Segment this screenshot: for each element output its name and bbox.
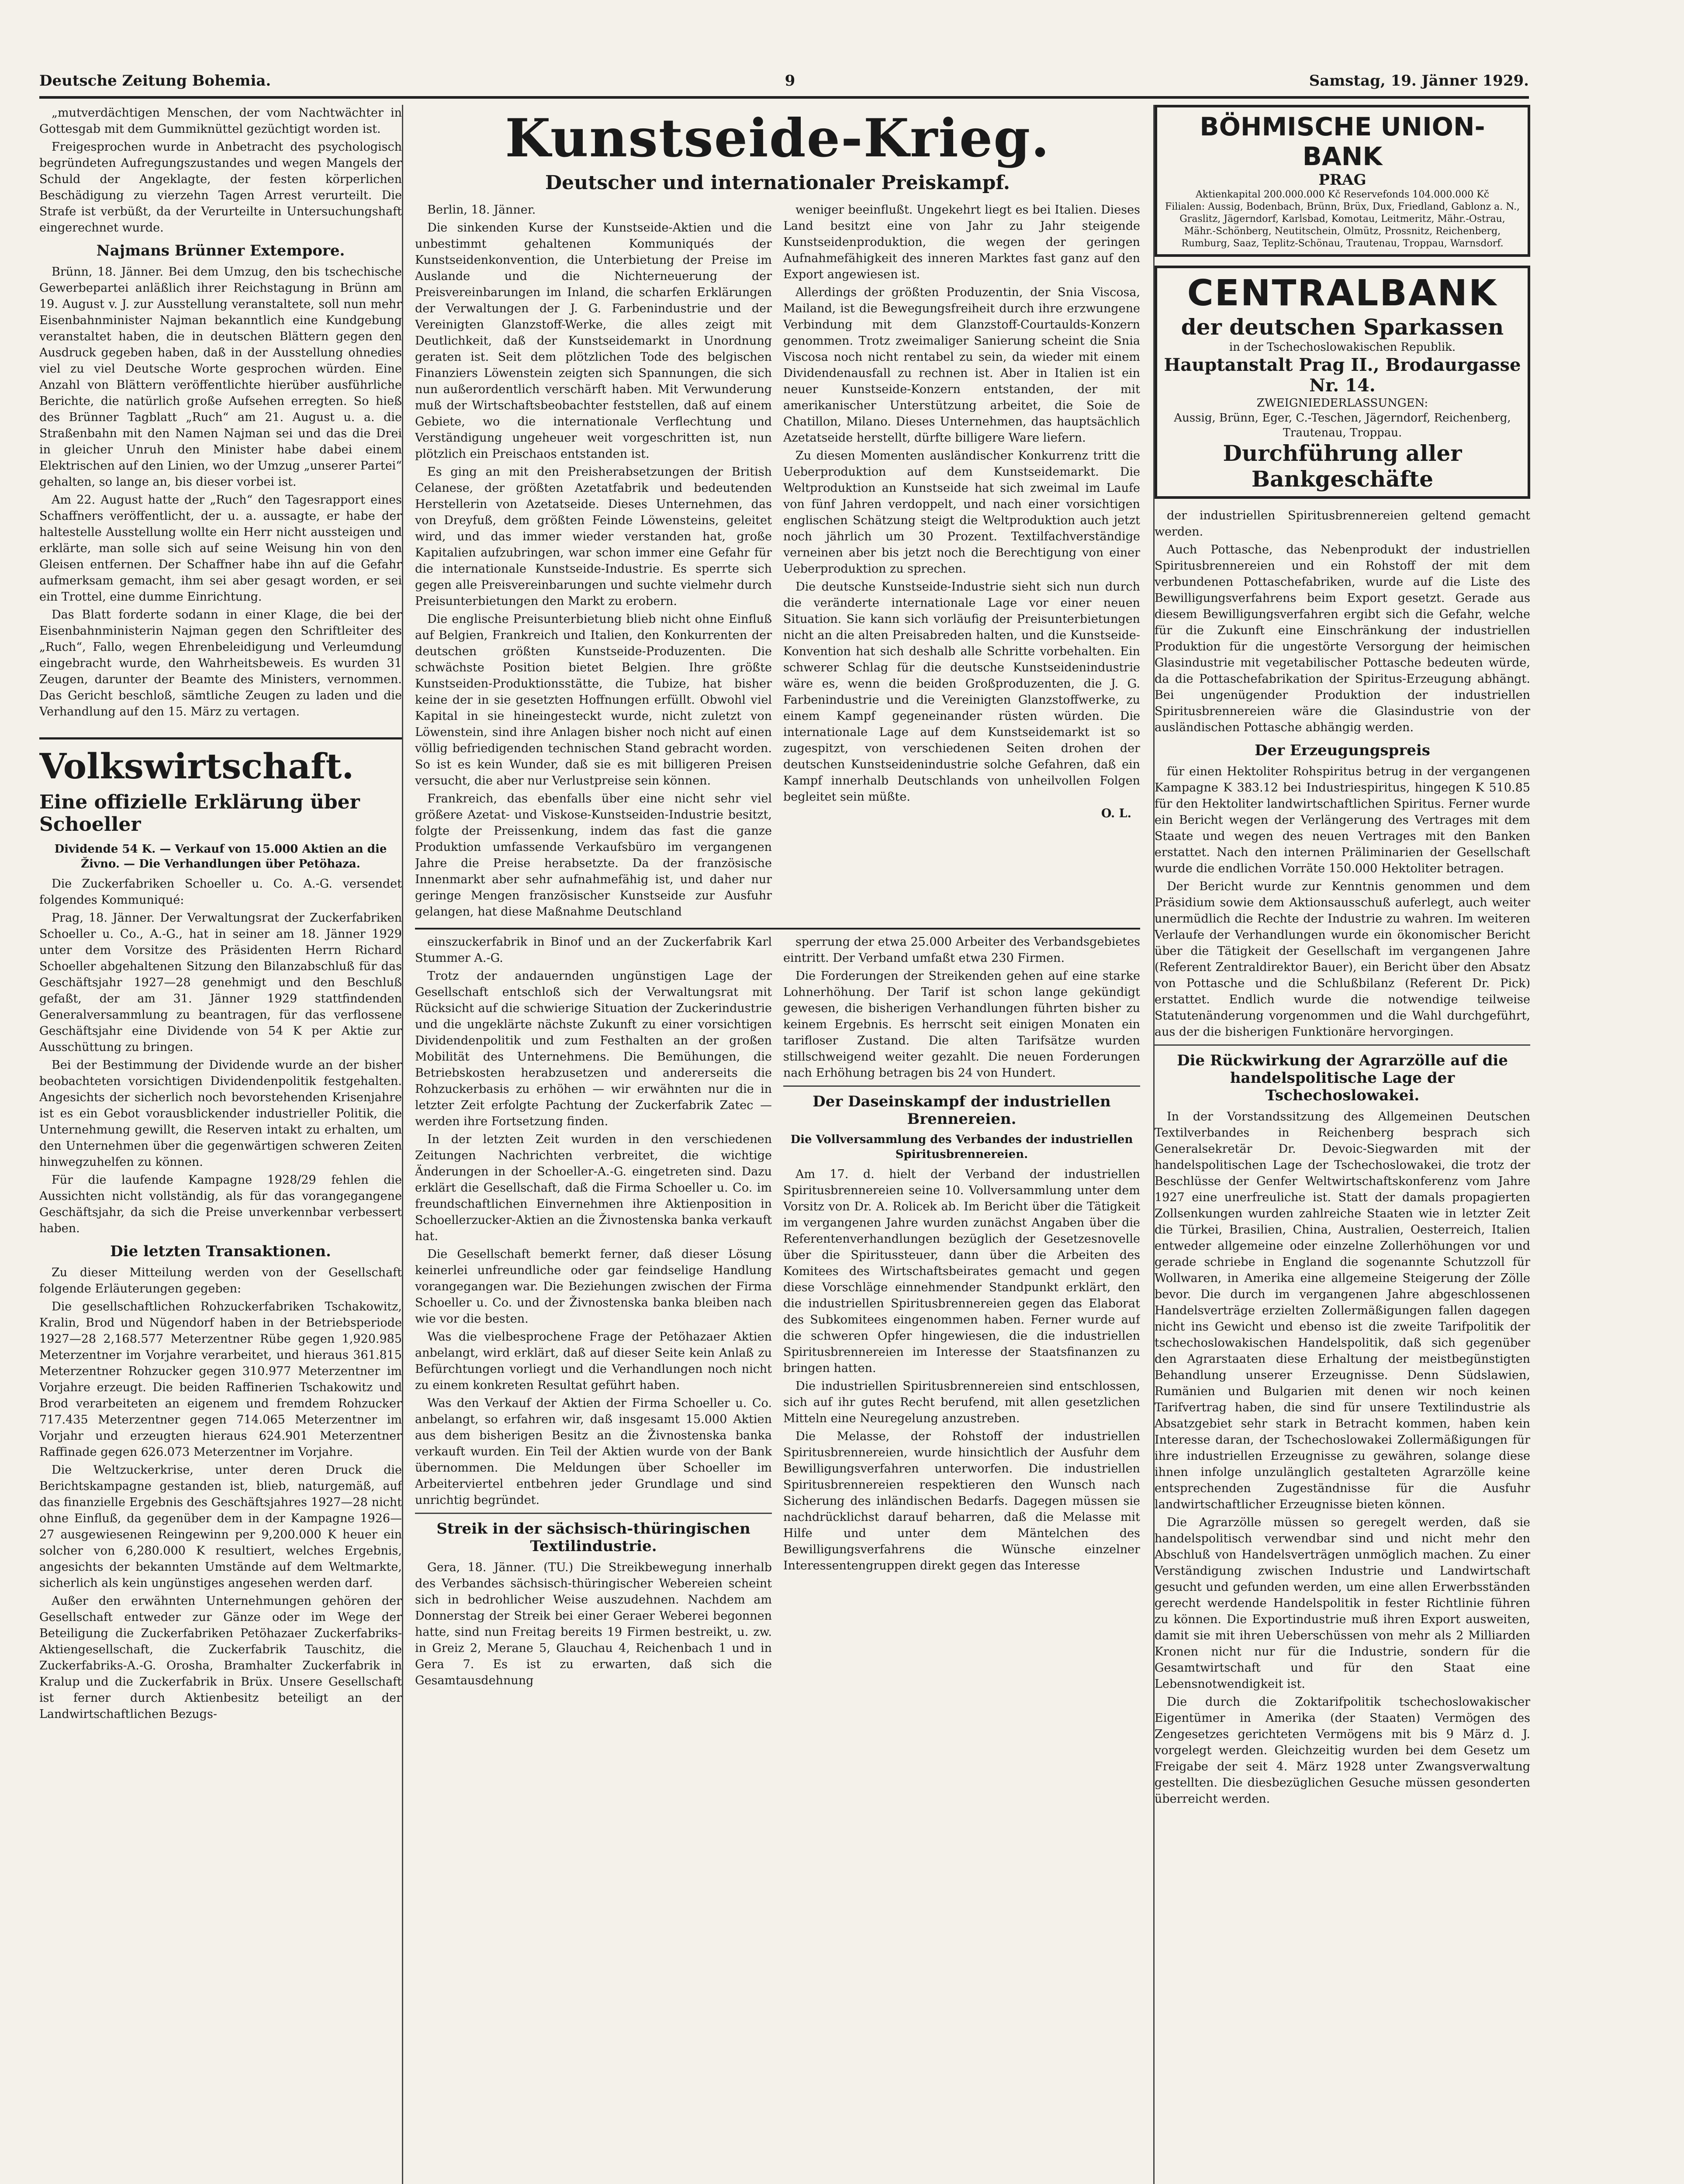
paragraph: der industriellen Spiritusbrennereien geltend gemacht werden.	[1155, 509, 1530, 539]
ad-branch-label: ZWEIGNIEDERLASSUNGEN:	[1256, 397, 1428, 410]
ad-bank-name: CENTRALBANK	[1187, 273, 1498, 314]
article-headline: Najmans Brünner Extempore.	[96, 242, 345, 259]
paragraph: Die durch die Zoktarifpolitik tschechoslowakischer Eigentümer in Amerika (der Staaten) Vermögen des Zengesetzes gerichteten Vermögens mit bis 9 März d. J. vorgelegt werden. Gleichzeitig wurden bei dem Gesetz um Freigabe der seit 4. März 1928 unter Zwangsverwaltung gestellten. Die diesbezüglichen Gesuche müssen gesonderten überreicht werden.	[1155, 1695, 1530, 1806]
paragraph: Freigesprochen wurde in Anbetracht des psychologisch begründeten Aufregungszustandes und wegen Mangels der Schuld der Angeklagte, der festen körperlichen Beschädigung zu vierzehn Tagen Arrest verurteilt. Die Strafe ist verbüßt, da der Verurteilte in Untersuchungshaft eingerechnet wurde.	[39, 140, 402, 235]
article-subheadline: Der Erzeugungspreis	[1255, 742, 1430, 759]
paragraph: Die Forderungen der Streikenden gehen auf eine starke Lohnerhöhung. Der Tarif ist schon lange gekündigt gewesen, die bisherigen Verhandlungen führten bisher zu keinem Ergebnis. Es herrscht seit einigen Monaten ein tarifloser Zustand. Die alten Tarifsätze wurden stillschweigend weiter gezahlt. Die neuen Forderungen nach Erhöhung betragen bis 24 von Hundert.	[783, 969, 1140, 1080]
ad-bank-tagline: der deutschen Sparkassen	[1181, 314, 1504, 340]
column-left	[39, 105, 403, 2184]
lead-article	[415, 202, 1140, 922]
paragraph: weniger beeinflußt. Ungekehrt liegt es bei Italien. Dieses Land besitzt eine von Jahr zu Jahr steigende Kunstseidenproduktion, die wegen der geringen Aufnahmefähigkeit des inneren Marktes fast ganz auf den Export angewiesen ist.	[783, 203, 1140, 281]
advertisement-centralbank	[1155, 266, 1530, 499]
paragraph: Die Zuckerfabriken Schoeller u. Co. A.-G. versendet folgendes Kommuniqué:	[39, 877, 402, 907]
main-headline: Kunstseide-Krieg.	[505, 107, 1050, 169]
paragraph: Zu diesen Momenten ausländischer Konkurrenz tritt die Ueberproduktion auf dem Kunstseidemarkt. Die Weltproduktion an Kunstseide hat sich zweimal im Laufe von fünf Jahren verdoppelt, und nach einer vorsichtigen englischen Schätzung steigt die Weltproduktion auch jetzt noch jährlich um 30 Prozent. Textilfachverständige verneinen aber bis jetzt noch die Berechtigung von einer Ueberproduktion zu sprechen.	[783, 449, 1140, 576]
paragraph: Für die laufende Kampagne 1928/29 fehlen die Aussichten nicht vollständig, als für das vorangegangene Geschäftsjahr, da sich die Preise unverkennbar verbessert haben.	[39, 1173, 402, 1235]
article-headline: Eine offizielle Erklärung über Schoeller	[39, 791, 360, 836]
paragraph: Allerdings der größten Produzentin, der Snia Viscosa, Mailand, ist die Bewegungsfreiheit durch ihre erzwungene Verbindung mit dem Glanzstoff-Courtaulds-Konzern genommen. Trotz zweimaliger Sanierung scheint die Snia Viscosa noch nicht rentabel zu sein, da wieder mit einem Dividendenausfall zu rechnen ist. Aber in Italien ist ein neuer Kunstseide-Konzern entstanden, der mit amerikanischer Unterstützung arbeitet, die Soie de Chatillon, Milano. Dieses Unternehmen, das hauptsächlich Azetatseide herstellt, dürfte billigere Ware liefern.	[783, 286, 1140, 445]
paragraph: Die englische Preisunterbietung blieb nicht ohne Einfluß auf Belgien, Frankreich und Italien, den Konkurrenten der deutschen größten Kunstseide-Produzenten. Die schwächste Position bietet Belgien. Ihre größte Kunstseiden-Produktionsstätte, die Tubize, hat bisher keine der in sie gesetzten Hoffnungen erfüllt. Obwohl viel Kapital in sie hineingesteckt wurde, nicht zuletzt von Löwenstein, sind ihre Anlagen bisher noch nicht auf einen völlig befriedigenden technischen Stand gebracht worden. So ist es kein Wunder, daß sie es mit billigeren Preisen versucht, die aber nur Verlustpreise sein können.	[415, 612, 772, 788]
ad-bank-city: PRAG	[1318, 171, 1366, 189]
paragraph: In der Vorstandssitzung des Allgemeinen Deutschen Textilverbandes in Reichenberg besprach sich Generalsekretär Dr. Devoic-Siegwarden mit der handelspolitischen Lage der Tschechoslowakei, die trotz der Beschlüsse der Genfer Weltwirtschaftskonferenz vom Jahre 1927 eine unerfreuliche ist. Statt der damals propagierten Zollsenkungen wurden zahlreiche Staaten wie in letzter Zeit die Türkei, Brasilien, China, Australien, Oesterreich, Italien entweder allgemeine oder einzelne Zollerhöhungen vor und gerade schriebe in England die sogenannte Schutzzoll für Wollwaren, in Amerika eine allgemeine Steigerung der Zölle bevor. Die durch im vergangenen Jahre abgeschlossenen Handelsverträge erzielten Zollermäßigungen fallen dagegen nicht ins Gewicht und ebenso ist die zweite Tarifpolitik der tschechoslowakischen Handelspolitik, daß sich gegenüber den Agrarstaaten diese Erhaltung der meistbegünstigten Behandlung unserer Erzeugnisse. Denn Südslawien, Rumänien und Bulgarien mit denen wir noch keinen Tarifvertrag haben, die sind für unsere Textilindustrie als Absatzgebiet sehr stark in Betracht kommen, haben kein Interesse daran, der Tschechoslowakei Zollermäßigungen für ihre industriellen Erzeugnisse zu gewähren, solange diese ihnen infolge unzulänglich gestalteten Agrarzölle keine entsprechenden Zugeständnisse für die Ausfuhr landwirtschaftlicher Erzeugnisse bieten können.	[1155, 1110, 1530, 1511]
paragraph: Die Weltzuckerkrise, unter deren Druck die Berichtskampagne gestanden ist, blieb, naturgemäß, auf das finanzielle Ergebnis des Geschäftsjahres 1927—28 nicht ohne Einfluß, da gegenüber dem in der Kampagne 1926—27 ausgewiesenen Reingewinn per 9,200.000 K heuer ein solcher von 6,280.000 K resultiert, welches Ergebnis, angesichts der bekannten Umstände auf dem Weltmarkte, sicherlich als kein ungünstiges angesehen werden darf.	[39, 1463, 402, 1590]
column-center	[415, 105, 1140, 2184]
ad-bank-footer: Durchführung aller Bankgeschäfte	[1223, 440, 1462, 492]
paragraph: Was den Verkauf der Aktien der Firma Schoeller u. Co. anbelangt, so erfahren wir, daß insgesamt 15.000 Aktien aus dem bisherigen Besitz an die Živnostenska banka verkauft wurden. Ein Teil der Aktien wurde von der Bank übernommen. Die Meldungen über Schoeller im Arbeiterviertel entbehren jeder Grundlage und sind unrichtig begründet.	[415, 1396, 772, 1507]
lead-article-left	[415, 202, 772, 922]
running-header	[39, 66, 1529, 99]
ad-bank-sub: in der Tschechoslowakischen Republik.	[1229, 341, 1456, 354]
divider	[783, 1085, 1140, 1087]
article-headline: Streik in der sächsisch-thüringischen Textilindustrie.	[436, 1520, 750, 1555]
masthead-left: Deutsche Zeitung Bohemia.	[39, 72, 271, 90]
paragraph: Außer den erwähnten Unternehmungen gehören der Gesellschaft entweder zur Gänze oder im Wege der Beteiligung die Zuckerfabriken Petöhazaer Zuckerfabriks-Aktiengesellschaft, die Zuckerfabrik Tauschitz, die Zuckerfabriks-A.-G. Orosha, Bramhalter Zuckerfabrik in Kralup und die Zuckerfabrik in Brüx. Unsere Gesellschaft ist ferner durch Aktienbesitz beteiligt an der Landwirtschaftlichen Bezugs-	[39, 1594, 402, 1721]
paragraph: Die Agrarzölle müssen so geregelt werden, daß sie handelspolitisch verwendbar sind und nicht mehr den Abschluß von Handelsverträgen unmöglich machen. Zu einer Verständigung zwischen Industrie und Landwirtschaft gesucht und gefunden werden, um eine allen Erwerbsständen gerecht werdende Handelspolitik in fester Richtlinie führen zu können. Die Exportindustrie muß ihren Export ausweiten, damit sie mit ihren Ueberschüssen von mehr als 2 Milliarden Kronen nicht nur für die Industrie, sondern für die Gesamtwirtschaft und für den Staat eine Lebensnotwendigkeit ist.	[1155, 1516, 1530, 1691]
paragraph: Trotz der andauernden ungünstigen Lage der Gesellschaft entschloß sich der Verwaltungsrat mit Rücksicht auf die schwierige Situation der Zuckerindustrie und die ungeklärte nächste Zukunft zu einer vorsichtigen Dividendenpolitik und zum Festhalten an der großen Mobilität des Unternehmens. Die Bemühungen, die Betriebskosten herabzusetzen und andererseits die Rohzuckerbasis zu erhöhen — wir erwähnten nur die in letzter Zeit erfolgte Pachtung der Zuckerfabrik Zatec — werden ihre Fortsetzung finden.	[415, 969, 772, 1128]
lower-right-article	[783, 934, 1140, 1690]
paragraph: für einen Hektoliter Rohspiritus betrug in der vergangenen Kampagne K 383.12 bei Industriespiritus, hingegen K 510.85 für den Hektoliter landwirtschaftlichen Spiritus. Ferner wurde ein Bericht wegen der Verlängerung des Vertrages mit dem Staate und wegen des neuen Vertrages mit den Banken erstattet. Nach den internen Präliminarien der Gesellschaft wurde die endlichen Vorräte 150.000 Hektoliter betragen.	[1155, 765, 1530, 875]
issue-date: Samstag, 19. Jänner 1929.	[1309, 72, 1529, 90]
article-headline: Die Rückwirkung der Agrarzölle auf die handelspolitische Lage der Tschechoslowakei.	[1177, 1052, 1508, 1104]
paragraph: Am 17. d. hielt der Verband der industriellen Spiritusbrennereien seine 10. Vollversammlung unter dem Vorsitz von Dr. A. Rolicek ab. Im Bericht über die Tätigkeit im vergangenen Jahre wurden zunächst Angaben über die Referentenverhandlungen bezüglich der Gesetzesnovelle über die Spiritussteuer, dann über die Arbeiten des Komitees des Wirtschaftsbeirates gemacht und gegen diese Vorschläge einnehmender Standpunkt erklärt, den die industriellen Spiritusbrennereien gegen das Elaborat des Subkomitees eingenommen haben. Ferner wurde auf die schweren Opfer hingewiesen, die die industriellen Spiritusbrennereien im Interesse der Staatsfinanzen zu bringen hatten.	[783, 1168, 1140, 1375]
paragraph: einszuckerfabrik in Binof und an der Zuckerfabrik Karl Stummer A.-G.	[415, 935, 772, 965]
ad-bank-capital: Aktienkapital 200.000.000 Kč Reservefonds 104.000.000 Kč	[1195, 189, 1490, 200]
ad-bank-branches: Aussig, Brünn, Eger, C.-Teschen, Jägerndorf, Reichenberg, Trautenau, Troppau.	[1174, 411, 1511, 439]
paragraph: In der letzten Zeit wurden in den verschiedenen Zeitungen Nachrichten verbreitet, die wichtige Änderungen in der Schoeller-A.-G. eingetreten sind. Dazu erklärt die Gesellschaft, daß die Firma Schoeller u. Co. im freundschaftlichen Einvernehmen ihre Aktienposition in Schoellerzucker-Aktien an die Živnostenska banka verkauft hat.	[415, 1133, 772, 1243]
ad-bank-name: BÖHMISCHE UNION-BANK	[1200, 112, 1485, 171]
paragraph: Die gesellschaftlichen Rohzuckerfabriken Tschakowitz, Kralin, Brod und Nügendorf haben in der Betriebsperiode 1927—28 2,168.577 Meterzentner Rübe gegen 1,920.985 Meterzentner im Vorjahre verarbeitet, und hieraus 361.815 Meterzentner Rohzucker gegen 310.977 Meterzentner im Vorjahre erzeugt. Die beiden Raffinerien Tschakowitz und Brod verarbeiteten an eigenem und fremdem Rohzucker 717.435 Meterzentner gegen 714.065 Meterzentner im Vorjahr und erzeugten hieraus 624.901 Meterzentner Raffinade gegen 626.073 Meterzentner im Vorjahre.	[39, 1300, 402, 1459]
paragraph: Frankreich, das ebenfalls über eine nicht sehr viel größere Azetat- und Viskose-Kunstseiden-Industrie besitzt, folgte der Preissenkung, indem das fast die ganze Produktion umfassende Verkaufsbüro im vergangenen Jahre die Preise herabsetzte. Da der französische Innenmarkt aber sehr aufnahmefähig ist, und daher nur geringe Mengen französischer Kunstseide zur Ausfuhr gelangen, hat diese Maßnahme Deutschland	[415, 792, 772, 919]
article-subheadline: Die Vollversammlung des Verbandes der industriellen Spiritusbrennereien.	[790, 1133, 1133, 1161]
paragraph: Die Gesellschaft bemerkt ferner, daß dieser Lösung keinerlei unfreundliche oder gar feindselige Handlung vorangegangen war. Die Beziehungen zwischen der Firma Schoeller u. Co. und der Živnostenska banka bleiben nach wie vor die besten.	[415, 1248, 772, 1326]
column-right	[1153, 105, 1530, 2184]
divider	[1155, 1044, 1530, 1046]
paragraph: Die sinkenden Kurse der Kunstseide-Aktien und die unbestimmt gehaltenen Kommuniqués der Kunstseidenkonvention, die Unterbietung der Preise im Auslande und die Nichterneuerung der Preisvereinbarungen im Inland, die scharfen Erklärungen der Verwaltungen der J. G. Farbenindustrie und der Vereinigten Glanzstoff-Werke, die alles zeigt mit Deutlichkeit, daß der Kunstseidemarkt in Unordnung geraten ist. Seit dem plötzlichen Tode des belgischen Finanziers Löwenstein zeigten sich Spannungen, die sich nun außerordentlich verschärft haben. Mit Verwunderung muß der Wirtschaftsbeobachter feststellen, daß auf einem Gebiete, wo die internationale Verflechtung und Verständigung ungeheuer weit vorgeschritten ist, nun plötzlich ein Preischaos entstanden ist.	[415, 221, 772, 461]
newspaper-page	[39, 66, 1529, 2184]
page-number: 9	[785, 72, 795, 90]
paragraph: Am 22. August hatte der „Ruch“ den Tagesrapport eines Schaffners veröffentlicht, der u. a. aussagte, er habe der haltestelle Ausstellung wollte ein Herr nicht aussteigen und erklärte, man solle sich auf seine Weisung hin von den Gleisen entfernen. Der Schaffner habe ihn auf die Gefahr aufmerksam gemacht, ihm sei aber gesagt worden, er sei ein Trottel, eine dumme Einrichtung.	[39, 493, 402, 604]
ad-bank-address: Hauptanstalt Prag II., Brodaurgasse Nr. 14.	[1164, 355, 1521, 396]
section-title: Volkswirtschaft.	[39, 737, 402, 787]
paragraph: Es ging an mit den Preisherabsetzungen der British Celanese, der größten Azetatfabrik und bedeutenden Herstellerin von Azetatseide. Dieses Unternehmen, das von Dreyfuß, dem größten Feinde Löwensteins, geleitet wird, und das immer wieder verstanden hat, große Kapitalien aufzubringen, war schon immer eine Gefahr für die internationale Kunstseide-Industrie. Es sperrte sich gegen alle Preisvereinbarungen und suchte vielmehr durch Preisunterbietungen den Markt zu erobern.	[415, 465, 772, 608]
paragraph: Auch Pottasche, das Nebenprodukt der industriellen Spiritusbrennereien und ein Rohstoff der mit dem verbundenen Pottaschefabriken, wurde auf die Liste des Bewilligungsverfahrens beim Export gesetzt. Gerade aus diesem Bewilligungsverfahren ergibt sich die Gefahr, welche für die Zukunft eine Einschränkung der industriellen Produktion für die ungestörte Versorgung der heimischen Glasindustrie mit vegetabilischer Pottasche bedeuten würde, da die Pottaschefabrikation der Spiritus-Erzeugung abhängt. Bei ungenügender Produktion der industriellen Spiritusbrennereien wäre die Glasindustrie von der ausländischen Pottasche abhängig werden.	[1155, 543, 1530, 734]
article-headline: Der Daseinskampf der industriellen Brennereien.	[813, 1093, 1111, 1128]
paragraph: Der Bericht wurde zur Kenntnis genommen und dem Präsidium sowie dem Aktionsausschuß auferlegt, auch weiter unermüdlich die Rechte der Industrie zu wahren. Im weiteren Verlaufe der Verhandlungen wurde ein ökonomischer Bericht über die Tätigkeit der Gesellschaft im vergangenen Jahre (Referent Zentraldirektor Bauer), ein Bericht über den Absatz von Pottasche und die Schlußbilanz (Referent Dr. Pick) erstattet. Endlich wurde die notwendige teilweise Statutenänderung vorgenommen und die Wahl durchgeführt, aus der die bisherigen Funktionäre hervorgingen.	[1155, 880, 1530, 1039]
article-headline: Die letzten Transaktionen.	[110, 1243, 331, 1260]
divider	[415, 1513, 772, 1514]
advertisement-union-bank	[1155, 105, 1530, 257]
main-subheadline: Deutscher und internationaler Preiskampf.	[545, 172, 1010, 194]
author-signature: O. L.	[1101, 807, 1131, 820]
paragraph: Brünn, 18. Jänner. Bei dem Umzug, den bis tschechische Gewerbepartei anläßlich ihrer Reichstagung in Brünn am 19. August v. J. zur Ausstellung veranstaltete, soll nun mehr Eisenbahnminister Najman bekanntlich eine Kundgebung veranstaltet haben, die in deutschen Blättern gegen den Ausdruck gegeben haben, daß in der Ausstellung ohnedies viel zu viel Deutsche Worte gesprochen würden. Eine Anzahl von Blättern veröffentlichte hierüber ausführliche Berichte, die natürlich große Aufsehen erregten. So hieß des Brünner Tagblatt „Ruch“ am 21. August u. a. die Straßenbahn mit den Namen Najman sei und das die Drei in gleicher Unruh den Minister habe dabei einem Elektrischen auf den Linien, wo der Umzug „unserer Partei“ gehalten, so lange an, bis dieser vorbei ist.	[39, 265, 402, 489]
lower-left-article	[415, 934, 772, 1690]
paragraph: Das Blatt forderte sodann in einer Klage, die bei der Eisenbahnministerin Najman gegen den Schriftleiter des „Ruch“, Fallo, wegen Ehrenbeleidigung und Verleumdung eingebracht wurde, den Wahrheitsbeweis. Es wurden 31 Zeugen, darunter der Beamte des Ministers, vernommen. Das Gericht beschloß, sämtliche Zeugen zu laden und die Verhandlung auf den 15. März zu vertagen.	[39, 608, 402, 719]
lower-articles	[415, 928, 1140, 1690]
paragraph: sperrung der etwa 25.000 Arbeiter des Verbandsgebietes eintritt. Der Verband umfaßt etwa 230 Firmen.	[783, 935, 1140, 965]
ad-bank-branches: Filialen: Aussig, Bodenbach, Brünn, Brüx, Dux, Friedland, Gablonz a. N., Graslitz, Jägerndorf, Karlsbad, Komotau, Leitmeritz, Mähr.-Ostrau, Mähr.-Schönberg, Neutitschein, Olmütz, Prossnitz, Reichenberg, Rumburg, Saaz, Teplitz-Schönau, Trautenau, Troppau, Warnsdorf.	[1165, 201, 1520, 249]
paragraph: Gera, 18. Jänner. (TU.) Die Streikbewegung innerhalb des Verbandes sächsisch-thüringischer Webereien scheint sich in bedrohlicher Weise auszudehnen. Nachdem am Donnerstag der Streik bei einer Geraer Weberei begonnen hatte, sind nun Freitag bereits 19 Firmen bestreikt, u. zw. in Greiz 2, Merane 5, Glauchau 4, Reichenbach 1 und in Gera 7. Es ist zu erwarten, daß sich die Gesamtausdehnung	[415, 1561, 772, 1687]
paragraph: Prag, 18. Jänner. Der Verwaltungsrat der Zuckerfabriken Schoeller u. Co., A.-G., hat in seiner am 18. Jänner 1929 unter dem Vorsitze des Präsidenten Herrn Richard Schoeller abgehaltenen Sitzung den Bilanzabschluß für das Geschäftsjahr 1927—28 genehmigt und den Beschluß gefaßt, der am 31. Jänner 1929 stattfindenden Generalversammlung zu beantragen, für das verflossene Geschäftsjahr eine Dividende von 54 K per Aktie zur Ausschüttung zu bringen.	[39, 911, 402, 1054]
paragraph: Bei der Bestimmung der Dividende wurde an der bisher beobachteten vorsichtigen Dividendenpolitik festgehalten. Angesichts der sicherlich noch bevorstehenden Krisenjahre ist es ein Gebot vorausblickender industrieller Politik, die Unternehmung gewillt, die Reserven intakt zu erhalten, um den Unternehmen über die gegenwärtigen schweren Zeiten hinwegzuhelfen zu können.	[39, 1058, 402, 1169]
lead-article-right	[783, 202, 1140, 922]
paragraph: „mutverdächtigen Menschen, der vom Nachtwächter in Gottesgab mit dem Gummiknüttel gezüchtigt worden ist.	[39, 106, 402, 136]
paragraph: Die deutsche Kunstseide-Industrie sieht sich nun durch die veränderte internationale Lage vor einer neuen Situation. Sie kann sich vorläufig der Preisunterbietungen nicht an die alten Preisabreden halten, und die Kunstseide-Konvention hat sich deshalb alle Schritte vorbehalten. Ein schwerer Schlag für die deutsche Kunstseidenindustrie wäre es, wenn die beiden Großproduzenten, die J. G. Farbenindustrie und die Vereinigten Glanzstoffwerke, zu einem Kampf gegeneinander rüsten würden. Die internationale Lage auf dem Kunstseidemarkt ist so zugespitzt, von verschiedenen Seiten drohen der deutschen Kunstseidenindustrie solche Gefahren, daß ein Kampf innerhalb Deutschlands von unheilvollen Folgen begleitet sein müßte.	[783, 580, 1140, 804]
paragraph: Die industriellen Spiritusbrennereien sind entschlossen, sich auf ihr gutes Recht berufend, mit allen gesetzlichen Mitteln eine Neuregelung anzustreben.	[783, 1379, 1140, 1425]
article-subheadline: Dividende 54 K. — Verkauf von 15.000 Aktien an die Živno. — Die Verhandlungen über Petöhaza.	[54, 843, 387, 871]
paragraph: Die Melasse, der Rohstoff der industriellen Spiritusbrennereien, wurde hinsichtlich der Ausfuhr dem Bewilligungsverfahren unterworfen. Die industriellen Spiritusbrennereien respektieren den Wunsch nach Sicherung des inländischen Bedarfs. Dagegen müssen sie nachdrücklichst darauf beharren, daß die Melasse mit Hilfe und unter dem Mäntelchen des Bewilligungsverfahrens die Wünsche einzelner Interessentengruppen direkt gegen das Interesse	[783, 1430, 1140, 1572]
paragraph: Zu dieser Mitteilung werden von der Gesellschaft folgende Erläuterungen gegeben:	[39, 1266, 402, 1296]
paragraph: Was die vielbesprochene Frage der Petöhazaer Aktien anbelangt, wird erklärt, daß auf dieser Seite kein Anlaß zu Befürchtungen vorliegt und die Verhandlungen noch nicht zu einem konkreten Resultat geführt haben.	[415, 1330, 772, 1392]
dateline: Berlin, 18. Jänner.	[427, 203, 536, 217]
